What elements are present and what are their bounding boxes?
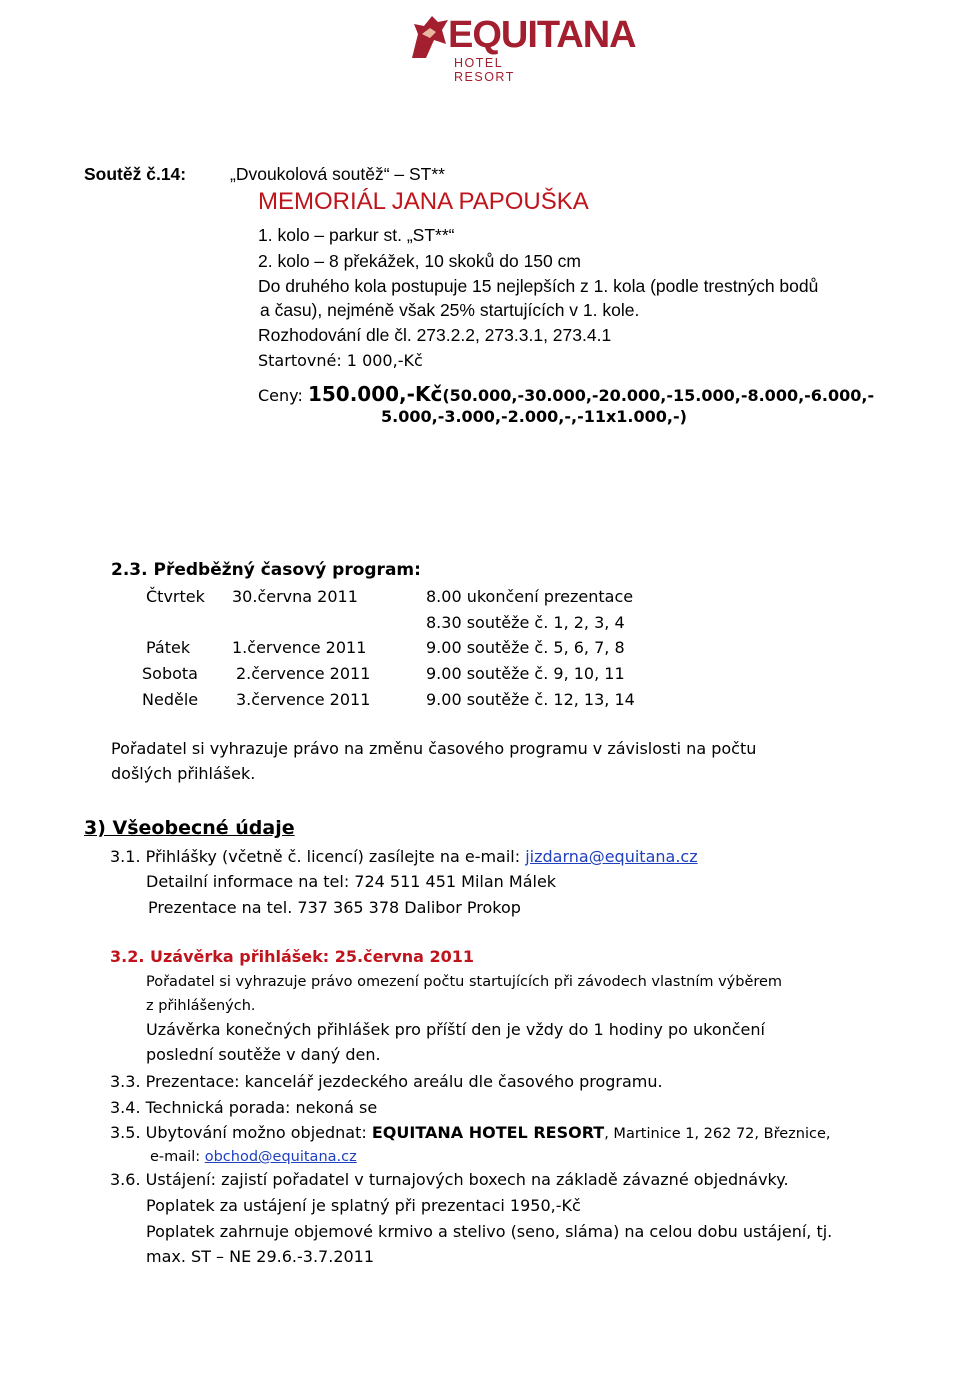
program-note-line-1: Pořadatel si vyhrazuje právo na změnu časového programu v závislosti na počtu xyxy=(111,739,757,758)
section-3-2-line-4: poslední soutěže v daný den. xyxy=(146,1045,381,1064)
general-heading: 3) Všeobecné údaje xyxy=(84,817,295,839)
email-link-obchod[interactable]: obchod@equitana.cz xyxy=(204,1149,357,1165)
section-3-4: 3.4. Technická porada: nekoná se xyxy=(110,1098,378,1117)
section-3-6-line-1: 3.6. Ustájení: zajistí pořadatel v turnajových boxech na základě závazné objednávky. xyxy=(110,1170,789,1189)
advance-line-2: a času), nejméně však 25% startujících v 1. kole. xyxy=(260,300,640,320)
competition-label: Soutěž č.14: xyxy=(84,164,187,184)
section-3-3: 3.3. Prezentace: kancelář jezdeckého areálu dle časového programu. xyxy=(110,1072,663,1091)
section-3-5 xyxy=(110,1124,830,1143)
program-date: 1.července 2011 xyxy=(232,638,367,657)
section-3-6-line-4: max. ST – NE 29.6.-3.7.2011 xyxy=(146,1247,375,1266)
contact-info: Detailní informace na tel: 724 511 451 Milan Málek xyxy=(146,872,557,891)
program-date: 2.července 2011 xyxy=(236,664,371,683)
logo-wordmark: EQUITANA xyxy=(448,14,636,56)
section-3-6-line-3: Poplatek zahrnuje objemové krmivo a stelivo (seno, sláma) na celou dobu ustájení, tj. xyxy=(146,1222,833,1241)
hotel-email-label: e-mail: xyxy=(150,1149,205,1165)
round-1: 1. kolo – parkur st. „ST**“ xyxy=(258,225,455,245)
program-heading: 2.3. Předběžný časový program: xyxy=(111,560,421,580)
prizes-label: Ceny: xyxy=(258,386,303,405)
advance-line-1: Do druhého kola postupuje 15 nejlepších z 1. kola (podle trestných bodů xyxy=(258,276,819,296)
program-time: 9.00 soutěže č. 5, 6, 7, 8 xyxy=(426,638,625,657)
section-3-2-line-3: Uzávěrka konečných přihlášek pro příští den je vždy do 1 hodiny po ukončení xyxy=(146,1020,765,1039)
program-day: Čtvrtek xyxy=(146,587,205,606)
section-3-6-line-2: Poplatek za ustájení je splatný při prezentaci 1950,-Kč xyxy=(146,1196,581,1215)
program-time: 9.00 soutěže č. 12, 13, 14 xyxy=(426,690,635,709)
equitana-logo xyxy=(408,12,636,84)
competition-type: „Dvoukolová soutěž“ – ST** xyxy=(230,164,445,184)
round-2: 2. kolo – 8 překážek, 10 skoků do 150 cm xyxy=(258,251,581,271)
section-3-2-line-2: z přihlášených. xyxy=(146,998,256,1014)
prizes-detail-2: 5.000,-3.000,-2.000,-,-11x1.000,-) xyxy=(381,407,687,426)
section-3-2-line-1: Pořadatel si vyhrazuje právo omezení počtu startujících při závodech vlastním výběrem xyxy=(146,974,783,990)
email-link-jizdarna[interactable]: jizdarna@equitana.cz xyxy=(525,847,698,866)
program-date: 3.července 2011 xyxy=(236,690,371,709)
section-3-1 xyxy=(110,848,698,866)
program-time: 8.00 ukončení prezentace xyxy=(426,587,634,606)
prizes-detail-1: (50.000,-30.000,-20.000,-15.000,-8.000,-6.000,- xyxy=(442,386,875,405)
prizes-main: 150.000,-Kč xyxy=(307,382,443,406)
program-day: Neděle xyxy=(142,690,199,709)
section-3-5-text: 3.5. Ubytování možno objednat: xyxy=(110,1123,372,1142)
program-day: Pátek xyxy=(146,638,191,657)
presentation-contact: Prezentace na tel. 737 365 378 Dalibor Prokop xyxy=(148,898,521,917)
program-date: 30.června 2011 xyxy=(232,587,358,606)
program-note-line-2: došlých přihlášek. xyxy=(111,764,256,783)
prizes-line-1 xyxy=(258,383,874,406)
program-time: 8.30 soutěže č. 1, 2, 3, 4 xyxy=(426,613,625,632)
hotel-address: , Martinice 1, 262 72, Březnice, xyxy=(604,1126,831,1142)
competition-title: MEMORIÁL JANA PAPOUŠKA xyxy=(258,188,589,215)
logo-subtitle: HOTEL RESORT xyxy=(454,56,515,84)
hotel-email xyxy=(150,1149,357,1166)
start-fee: Startovné: 1 000,-Kč xyxy=(258,351,423,370)
section-3-1-text: 3.1. Přihlášky (včetně č. licencí) zasílejte na e-mail: xyxy=(110,847,526,866)
section-3-2-heading: 3.2. Uzávěrka přihlášek: 25.června 2011 xyxy=(110,947,475,966)
program-day: Sobota xyxy=(142,664,198,683)
horse-head-logo-icon xyxy=(408,14,452,62)
judging-rules: Rozhodování dle čl. 273.2.2, 273.3.1, 273.4.1 xyxy=(258,325,612,345)
hotel-name: EQUITANA HOTEL RESORT xyxy=(371,1123,605,1142)
program-time: 9.00 soutěže č. 9, 10, 11 xyxy=(426,664,625,683)
